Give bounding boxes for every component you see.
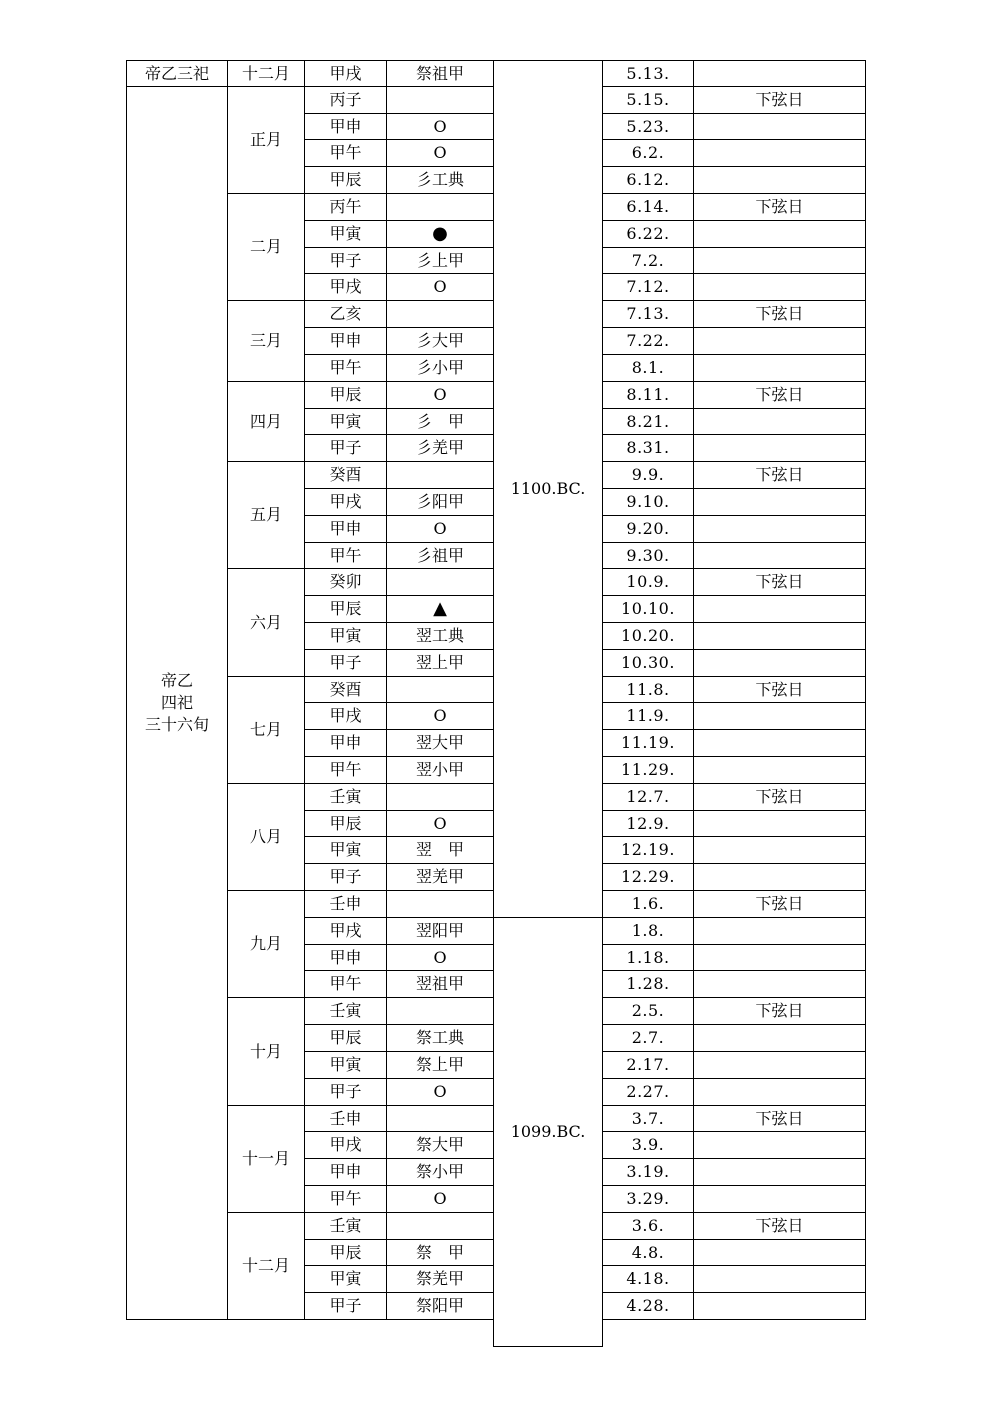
month-label: 十二月 (227, 1212, 305, 1320)
ganzhi-cell: 丙午 (304, 193, 387, 221)
note-cell: 下弦日 (693, 568, 866, 596)
ganzhi-cell: 甲午 (304, 139, 387, 167)
ritual-cell (386, 300, 494, 328)
note-cell: 下弦日 (693, 890, 866, 918)
note-cell: 下弦日 (693, 381, 866, 409)
ganzhi-cell: 甲寅 (304, 836, 387, 864)
ganzhi-cell: 甲子 (304, 1292, 387, 1320)
note-cell (693, 756, 866, 784)
ritual-cell: 祭大甲 (386, 1131, 494, 1159)
note-cell: 下弦日 (693, 300, 866, 328)
ritual-cell: O (386, 944, 494, 971)
ritual-cell: 翌工典 (386, 622, 494, 650)
note-cell: 下弦日 (693, 86, 866, 114)
date-cell: 3.6. (602, 1212, 694, 1240)
date-cell: 4.18. (602, 1265, 694, 1293)
ritual-cell: 翌小甲 (386, 756, 494, 784)
first-row-ganzhi: 甲戌 (304, 60, 387, 87)
note-cell (693, 327, 866, 355)
note-cell (693, 917, 866, 945)
ganzhi-cell: 甲寅 (304, 622, 387, 650)
ganzhi-cell: 壬寅 (304, 783, 387, 811)
date-cell: 9.20. (602, 515, 694, 543)
year-cell: 1100.BC. (493, 60, 603, 918)
ritual-cell: O (386, 515, 494, 543)
ganzhi-cell: 壬申 (304, 890, 387, 918)
date-cell: 5.15. (602, 86, 694, 114)
note-cell (693, 970, 866, 998)
note-cell (693, 488, 866, 516)
date-cell: 12.29. (602, 863, 694, 891)
date-cell: 1.8. (602, 917, 694, 945)
ganzhi-cell: 癸酉 (304, 461, 387, 489)
ritual-cell: O (386, 1185, 494, 1213)
ganzhi-cell: 甲辰 (304, 595, 387, 623)
ritual-cell (386, 461, 494, 489)
ritual-cell: 翌上甲 (386, 649, 494, 677)
ritual-cell: O (386, 702, 494, 730)
ganzhi-cell: 甲午 (304, 756, 387, 784)
ritual-cell: 翌阳甲 (386, 917, 494, 945)
ritual-cell: 祭上甲 (386, 1051, 494, 1079)
ritual-cell (386, 86, 494, 114)
ganzhi-cell: 丙子 (304, 86, 387, 114)
date-cell: 1.18. (602, 944, 694, 971)
month-label: 正月 (227, 86, 305, 194)
ritual-cell: 祭阳甲 (386, 1292, 494, 1320)
note-cell (693, 649, 866, 677)
ritual-cell (386, 783, 494, 811)
month-label: 九月 (227, 890, 305, 998)
ritual-cell (386, 997, 494, 1025)
ritual-cell: O (386, 810, 494, 837)
ganzhi-cell: 甲申 (304, 515, 387, 543)
date-cell: 11.8. (602, 676, 694, 703)
ganzhi-cell: 甲子 (304, 863, 387, 891)
ganzhi-cell: 壬申 (304, 1105, 387, 1132)
note-cell (693, 1158, 866, 1186)
date-cell: 8.11. (602, 381, 694, 409)
date-cell: 11.29. (602, 756, 694, 784)
reign-label-cell (126, 86, 228, 1320)
ganzhi-cell: 乙亥 (304, 300, 387, 328)
note-cell (693, 944, 866, 971)
month-label: 五月 (227, 461, 305, 569)
ganzhi-cell: 癸酉 (304, 676, 387, 703)
note-cell (693, 1239, 866, 1266)
date-cell: 9.9. (602, 461, 694, 489)
ritual-cell: 彡上甲 (386, 247, 494, 274)
date-cell: 4.28. (602, 1292, 694, 1320)
note-cell (693, 434, 866, 462)
date-cell: 11.9. (602, 702, 694, 730)
note-cell (693, 1265, 866, 1293)
date-cell: 8.31. (602, 434, 694, 462)
ganzhi-cell: 甲戌 (304, 1131, 387, 1159)
date-cell: 7.2. (602, 247, 694, 274)
ganzhi-cell: 甲午 (304, 970, 387, 998)
ritual-cell: O (386, 1078, 494, 1106)
reign-label-line: 三十六旬 (144, 715, 209, 734)
month-label: 六月 (227, 568, 305, 677)
date-cell: 7.12. (602, 273, 694, 301)
ritual-cell: 彡 甲 (386, 408, 494, 435)
date-cell: 7.13. (602, 300, 694, 328)
ritual-cell: 祭 甲 (386, 1239, 494, 1266)
ganzhi-cell: 甲戌 (304, 273, 387, 301)
date-cell: 1.28. (602, 970, 694, 998)
ganzhi-cell: 甲寅 (304, 1265, 387, 1293)
first-row-date: 5.13. (602, 60, 694, 87)
date-cell: 8.21. (602, 408, 694, 435)
note-cell (693, 729, 866, 757)
ganzhi-cell: 甲子 (304, 434, 387, 462)
date-cell: 10.10. (602, 595, 694, 623)
note-cell (693, 622, 866, 650)
note-cell (693, 1292, 866, 1320)
date-cell: 4.8. (602, 1239, 694, 1266)
month-label: 七月 (227, 676, 305, 784)
note-cell (693, 1024, 866, 1052)
note-cell (693, 810, 866, 837)
date-cell: 3.9. (602, 1131, 694, 1159)
note-cell (693, 542, 866, 569)
reign-label-line: 帝乙 (160, 671, 193, 690)
note-cell (693, 354, 866, 382)
ganzhi-cell: 甲寅 (304, 1051, 387, 1079)
ritual-cell: O (386, 139, 494, 167)
date-cell: 6.12. (602, 166, 694, 194)
date-cell: 2.17. (602, 1051, 694, 1079)
date-cell: 5.23. (602, 113, 694, 140)
note-cell (693, 836, 866, 864)
note-cell (693, 863, 866, 891)
note-cell (693, 1078, 866, 1106)
ritual-cell: O (386, 381, 494, 409)
ritual-cell (386, 193, 494, 221)
ritual-cell: ● (386, 220, 494, 248)
date-cell: 11.19. (602, 729, 694, 757)
note-cell: 下弦日 (693, 193, 866, 221)
ritual-cell: 彡阳甲 (386, 488, 494, 516)
ritual-cell: 翌大甲 (386, 729, 494, 757)
ganzhi-cell: 壬寅 (304, 997, 387, 1025)
ritual-cell (386, 676, 494, 703)
note-cell (693, 1131, 866, 1159)
ritual-cell: 祭工典 (386, 1024, 494, 1052)
note-cell (693, 247, 866, 274)
ganzhi-cell: 壬寅 (304, 1212, 387, 1240)
date-cell: 9.30. (602, 542, 694, 569)
ganzhi-cell: 甲申 (304, 944, 387, 971)
date-cell: 7.22. (602, 327, 694, 355)
ganzhi-cell: 甲寅 (304, 220, 387, 248)
note-cell (693, 1051, 866, 1079)
ganzhi-cell: 甲戌 (304, 488, 387, 516)
ganzhi-cell: 甲戌 (304, 917, 387, 945)
note-cell: 下弦日 (693, 783, 866, 811)
date-cell: 12.19. (602, 836, 694, 864)
ganzhi-cell: 甲子 (304, 1078, 387, 1106)
ganzhi-cell: 甲午 (304, 1185, 387, 1213)
date-cell: 6.22. (602, 220, 694, 248)
month-label: 八月 (227, 783, 305, 891)
ritual-cell: 翌祖甲 (386, 970, 494, 998)
ganzhi-cell: 甲戌 (304, 702, 387, 730)
note-cell: 下弦日 (693, 1212, 866, 1240)
ganzhi-cell: 甲午 (304, 542, 387, 569)
ritual-cell: O (386, 273, 494, 301)
note-cell (693, 595, 866, 623)
note-cell: 下弦日 (693, 1105, 866, 1132)
reign-label-line: 四祀 (160, 693, 193, 712)
ganzhi-cell: 甲辰 (304, 1024, 387, 1052)
ganzhi-cell: 甲申 (304, 327, 387, 355)
month-label: 十一月 (227, 1105, 305, 1213)
year-cell: 1099.BC. (493, 917, 603, 1347)
ganzhi-cell: 甲寅 (304, 408, 387, 435)
date-cell: 10.30. (602, 649, 694, 677)
month-label: 四月 (227, 381, 305, 462)
note-cell (693, 139, 866, 167)
note-cell (693, 1185, 866, 1213)
ritual-cell: 翌 甲 (386, 836, 494, 864)
ganzhi-cell: 甲子 (304, 247, 387, 274)
date-cell: 2.27. (602, 1078, 694, 1106)
date-cell: 9.10. (602, 488, 694, 516)
first-row-ritual: 祭祖甲 (386, 60, 494, 87)
note-cell: 下弦日 (693, 461, 866, 489)
date-cell: 3.7. (602, 1105, 694, 1132)
ritual-cell: 彡祖甲 (386, 542, 494, 569)
date-cell: 12.9. (602, 810, 694, 837)
date-cell: 10.20. (602, 622, 694, 650)
ganzhi-cell: 甲申 (304, 113, 387, 140)
month-label: 二月 (227, 193, 305, 301)
ganzhi-cell: 甲申 (304, 1158, 387, 1186)
ritual-cell: 翌羌甲 (386, 863, 494, 891)
date-cell: 3.19. (602, 1158, 694, 1186)
note-cell (693, 515, 866, 543)
ganzhi-cell: 甲辰 (304, 810, 387, 837)
ritual-cell: ▲ (386, 595, 494, 623)
month-label: 三月 (227, 300, 305, 382)
ritual-cell: 祭羌甲 (386, 1265, 494, 1293)
date-cell: 10.9. (602, 568, 694, 596)
ganzhi-cell: 甲午 (304, 354, 387, 382)
note-cell: 下弦日 (693, 676, 866, 703)
ritual-cell: O (386, 113, 494, 140)
note-cell (693, 220, 866, 248)
ritual-cell (386, 890, 494, 918)
first-row-reign: 帝乙三祀 (126, 60, 228, 87)
date-cell: 2.7. (602, 1024, 694, 1052)
date-cell: 3.29. (602, 1185, 694, 1213)
note-cell (693, 273, 866, 301)
month-label: 十月 (227, 997, 305, 1106)
ritual-cell: 彡羌甲 (386, 434, 494, 462)
note-cell (693, 408, 866, 435)
note-cell: 下弦日 (693, 997, 866, 1025)
ganzhi-cell: 甲辰 (304, 381, 387, 409)
note-cell (693, 166, 866, 194)
ritual-cell (386, 1212, 494, 1240)
ritual-cell: 彡工典 (386, 166, 494, 194)
date-cell: 8.1. (602, 354, 694, 382)
ritual-cell: 彡大甲 (386, 327, 494, 355)
date-cell: 12.7. (602, 783, 694, 811)
ritual-cell: 彡小甲 (386, 354, 494, 382)
note-cell (693, 113, 866, 140)
ritual-cell (386, 1105, 494, 1132)
date-cell: 6.14. (602, 193, 694, 221)
first-row-note (693, 60, 866, 87)
date-cell: 1.6. (602, 890, 694, 918)
ganzhi-cell: 癸卯 (304, 568, 387, 596)
ganzhi-cell: 甲辰 (304, 166, 387, 194)
first-row-month: 十二月 (227, 60, 305, 87)
note-cell (693, 702, 866, 730)
date-cell: 2.5. (602, 997, 694, 1025)
ganzhi-cell: 甲辰 (304, 1239, 387, 1266)
date-cell: 6.2. (602, 139, 694, 167)
ritual-cell: 祭小甲 (386, 1158, 494, 1186)
sacrifice-calendar-table (126, 60, 866, 1320)
ganzhi-cell: 甲申 (304, 729, 387, 757)
ganzhi-cell: 甲子 (304, 649, 387, 677)
ritual-cell (386, 568, 494, 596)
